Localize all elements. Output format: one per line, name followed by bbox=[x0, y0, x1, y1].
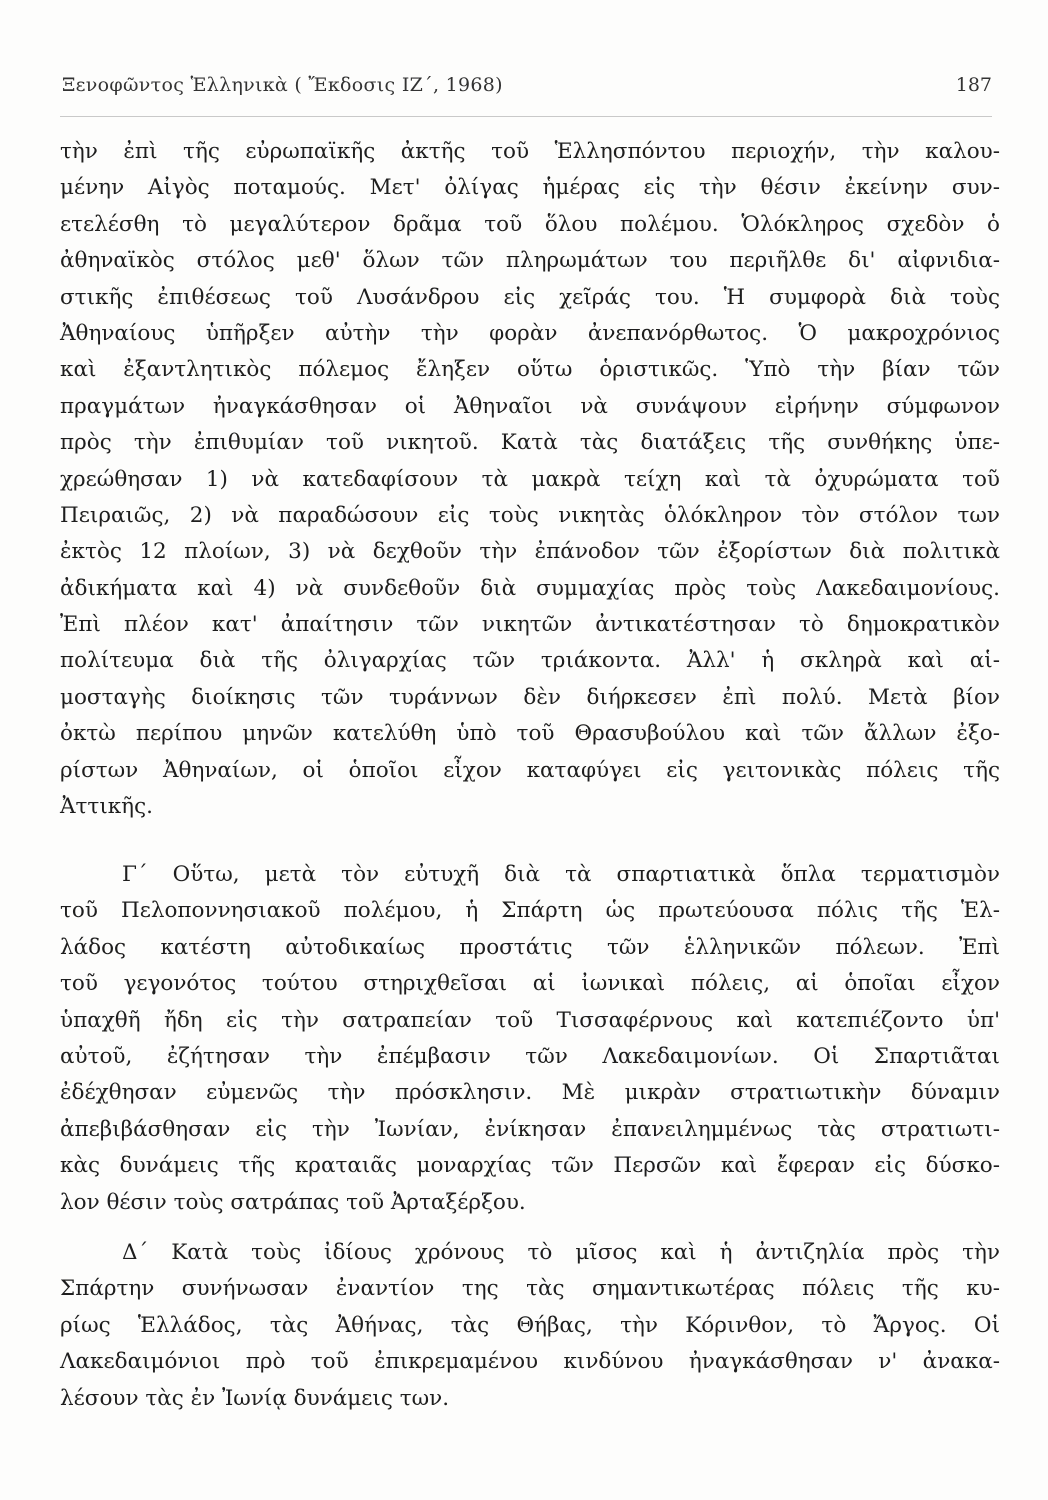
paragraph-2 bbox=[60, 857, 1000, 1221]
header-rule bbox=[60, 116, 992, 117]
text-line: λάδος κατέστη αὐτοδικαίως προστάτις τῶν ἑλληνικῶν πόλεων. Ἐπὶ bbox=[60, 934, 1000, 960]
text-line: πρὸς τὴν ἐπιθυμίαν τοῦ νικητοῦ. Κατὰ τὰς διατάξεις τῆς συνθήκης ὑπε- bbox=[60, 430, 1000, 456]
text-line: Δ΄ Κατὰ τοὺς ἰδίους χρόνους τὸ μῖσος καὶ ἡ ἀντιζηλία πρὸς τὴν bbox=[122, 1240, 1000, 1265]
text-line: αὐτοῦ, ἐζήτησαν τὴν ἐπέμβασιν τῶν Λακεδαιμονίων. Οἱ Σπαρτιᾶται bbox=[60, 1043, 1000, 1069]
text-line: πραγμάτων ἠναγκάσθησαν οἱ Ἀθηναῖοι νὰ συνάψουν εἰρήνην σύμφωνον bbox=[60, 393, 1000, 419]
text-line: ἀπεβιβάσθησαν εἰς τὴν Ἰωνίαν, ἐνίκησαν ἐπανειλημμένως τὰς στρατιωτι- bbox=[60, 1116, 1000, 1142]
running-head bbox=[62, 70, 992, 104]
text-line: ἀδικήματα καὶ 4) νὰ συνδεθοῦν διὰ συμμαχίας πρὸς τοὺς Λακεδαιμονίους. bbox=[60, 575, 1000, 601]
page-number: 187 bbox=[955, 74, 992, 96]
text-line: λον θέσιν τοὺς σατράπας τοῦ Ἀρταξέρξου. bbox=[60, 1189, 526, 1215]
text-line: ἐκτὸς 12 πλοίων, 3) νὰ δεχθοῦν τὴν ἐπάνοδον τῶν ἐξορίστων διὰ πολιτικὰ bbox=[60, 539, 1000, 565]
text-line: ἐδέχθησαν εὐμενῶς τὴν πρόσκλησιν. Μὲ μικρὰν στρατιωτικὴν δύναμιν bbox=[60, 1080, 1000, 1106]
paragraph-3 bbox=[60, 1235, 1000, 1417]
text-line: ρίως Ἑλλάδος, τὰς Ἀθήνας, τὰς Θήβας, τὴν Κόρινθον, τὸ Ἄργος. Οἱ bbox=[60, 1312, 1000, 1338]
paragraph-1 bbox=[60, 134, 1000, 825]
text-line: χρεώθησαν 1) νὰ κατεδαφίσουν τὰ μακρὰ τείχη καὶ τὰ ὀχυρώματα τοῦ bbox=[60, 466, 1000, 492]
text-line: μοσταγὴς διοίκησις τῶν τυράννων δὲν διήρκεσεν ἐπὶ πολύ. Μετὰ βίον bbox=[60, 684, 1000, 710]
text-line: τοῦ Πελοποννησιακοῦ πολέμου, ἡ Σπάρτη ὡς πρωτεύουσα πόλις τῆς Ἑλ- bbox=[60, 898, 1000, 924]
text-line: τοῦ γεγονότος τούτου στηριχθεῖσαι αἱ ἰωνικαὶ πόλεις, αἱ ὁποῖαι εἶχον bbox=[60, 971, 1000, 997]
text-line: ετελέσθη τὸ μεγαλύτερον δρᾶμα τοῦ ὅλου πολέμου. Ὁλόκληρος σχεδὸν ὁ bbox=[60, 211, 1000, 237]
text-line: Σπάρτην συνήνωσαν ἐναντίον της τὰς σημαντικωτέρας πόλεις τῆς κυ- bbox=[60, 1276, 1000, 1302]
text-line: τὴν ἐπὶ τῆς εὐρωπαϊκῆς ἀκτῆς τοῦ Ἑλλησπόντου περιοχήν, τὴν καλου- bbox=[60, 139, 1000, 164]
text-line: ἀθηναϊκὸς στόλος μεθ' ὅλων τῶν πληρωμάτων του περιῆλθε δι' αἰφνιδια- bbox=[60, 248, 1000, 274]
text-line: λέσουν τὰς ἐν Ἰωνίᾳ δυνάμεις των. bbox=[60, 1385, 450, 1411]
text-line: ὑπαχθῆ ἤδη εἰς τὴν σατραπείαν τοῦ Τισσαφέρνους καὶ κατεπιέζοντο ὑπ' bbox=[60, 1007, 1000, 1033]
text-line: Λακεδαιμόνιοι πρὸ τοῦ ἐπικρεμαμένου κινδύνου ἠναγκάσθησαν ν' ἀνακα- bbox=[60, 1349, 1000, 1375]
text-line: καὶ ἐξαντλητικὸς πόλεμος ἔληξεν οὕτω ὁριστικῶς. Ὑπὸ τὴν βίαν τῶν bbox=[60, 357, 1000, 383]
text-line: στικῆς ἐπιθέσεως τοῦ Λυσάνδρου εἰς χεῖράς του. Ἡ συμφορὰ διὰ τοὺς bbox=[60, 284, 1000, 310]
text-line: μένην Αἰγὸς ποταμούς. Μετ' ὀλίγας ἡμέρας εἰς τὴν θέσιν ἐκείνην συν- bbox=[60, 175, 1000, 201]
text-line: ρίστων Ἀθηναίων, οἱ ὁποῖοι εἶχον καταφύγει εἰς γειτονικὰς πόλεις τῆς bbox=[60, 757, 1000, 783]
text-line: Ἐπὶ πλέον κατ' ἀπαίτησιν τῶν νικητῶν ἀντικατέστησαν τὸ δημοκρατικὸν bbox=[60, 612, 1000, 638]
running-head-title: Ξενοφῶντος Ἑλληνικὰ ( Ἔκδοσις ΙΖ΄, 1968) bbox=[62, 74, 503, 96]
text-line: πολίτευμα διὰ τῆς ὀλιγαρχίας τῶν τριάκοντα. Ἀλλ' ἡ σκληρὰ καὶ αἱ- bbox=[60, 648, 1000, 674]
text-line: Πειραιῶς, 2) νὰ παραδώσουν εἰς τοὺς νικητὰς ὁλόκληρον τὸν στόλον των bbox=[60, 502, 1000, 528]
text-line: Γ΄ Οὕτω, μετὰ τὸν εὐτυχῆ διὰ τὰ σπαρτιατικὰ ὅπλα τερματισμὸν bbox=[122, 862, 1000, 887]
text-line: κὰς δυνάμεις τῆς κραταιᾶς μοναρχίας τῶν Περσῶν καὶ ἔφεραν εἰς δύσκο- bbox=[60, 1153, 1000, 1179]
text-line: Ἀττικῆς. bbox=[60, 794, 153, 820]
text-line: ὀκτὼ περίπου μηνῶν κατελύθη ὑπὸ τοῦ Θρασυβούλου καὶ τῶν ἄλλων ἐξο- bbox=[60, 721, 1000, 747]
text-line: Ἀθηναίους ὑπῆρξεν αὐτὴν τὴν φορὰν ἀνεπανόρθωτος. Ὁ μακροχρόνιος bbox=[60, 320, 1000, 346]
